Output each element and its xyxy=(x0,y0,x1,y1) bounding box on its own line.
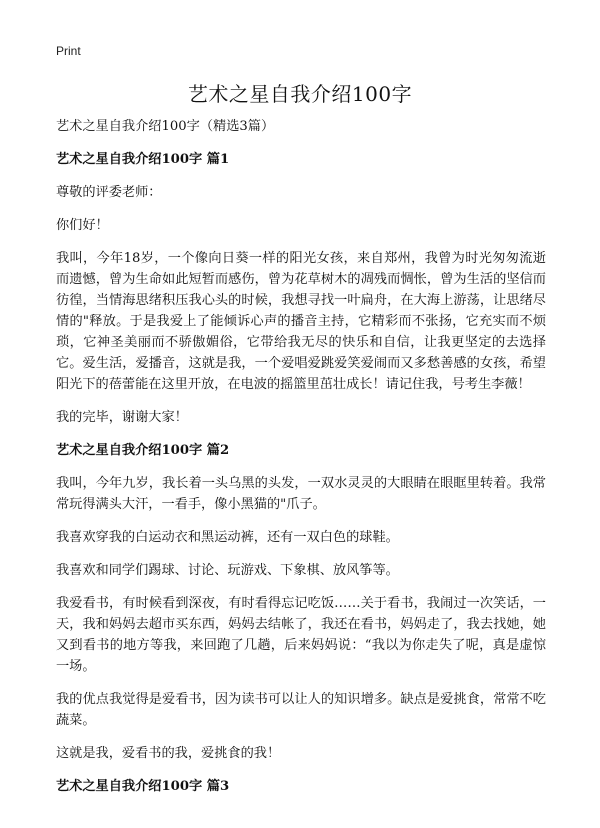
print-label: Print xyxy=(56,44,81,58)
page-title: 艺术之星自我介绍100字 xyxy=(187,82,413,106)
section1-body: 我叫，今年18岁，一个像向日葵一样的阳光女孩，来自郑州，我曾为时光匆匆流逝而遗憾，曾为生命如此短暂而感伤，曾为花草树木的凋残而惆怅，曾为生活的坚信而彷徨，当情海思绪积压我心头的时候，我想寻找一叶扁舟，在大海上游荡，让思绪尽情的"释放。于是我爱上了能倾诉心声的播音主持，它精彩而不张扬，它充实而不烦琐，它神圣美丽而不骄傲媚俗，它带给我无尽的快乐和自信，让我更坚定的去选择它。爱生活，爱播音，这就是我，一个爱唱爱跳爱笑爱闹而又多愁善感的女孩，希望阳光下的蓓蕾能在这里开放，在电波的摇篮里茁壮成长！请记住我，号考生李薇！ xyxy=(56,251,546,392)
hello: 你们好！ xyxy=(56,218,109,233)
subtitle: 艺术之星自我介绍100字（精选3篇） xyxy=(56,119,275,134)
section-heading-2: 艺术之星自我介绍100字 篇2 xyxy=(56,443,230,458)
section2-para1: 我叫，今年九岁，我长着一头乌黑的头发，一双水灵灵的大眼睛在眼眶里转着。我常常玩得满头大汗，一看手，像小黑猫的"爪子。 xyxy=(56,476,546,512)
greeting: 尊敬的评委老师： xyxy=(56,185,162,200)
section-heading-1: 艺术之星自我介绍100字 篇1 xyxy=(56,152,230,167)
section2-para3: 我喜欢和同学们踢球、讨论、玩游戏、下象棋、放风筝等。 xyxy=(56,563,399,578)
section2-para6: 这就是我，爱看书的我，爱挑食的我！ xyxy=(56,746,281,761)
section-heading-3: 艺术之星自我介绍100字 篇3 xyxy=(56,779,230,794)
document-body xyxy=(56,116,546,809)
section1-closing: 我的完毕，谢谢大家！ xyxy=(56,410,188,425)
section2-para2: 我喜欢穿我的白运动衣和黑运动裤，还有一双白色的球鞋。 xyxy=(56,530,399,545)
section2-para4: 我爱看书，有时候看到深夜，有时看得忘记吃饭……关于看书，我闹过一次笑话，一天，我和妈妈去超市买东西，妈妈去结帐了，我还在看书，妈妈走了，我去找她，她又到看书的地方等我，来回跑了几趟，后来妈妈说：“我以为你走失了呢，真是虚惊一场。 xyxy=(56,596,546,674)
section2-para5: 我的优点我觉得是爱看书，因为读书可以让人的知识增多。缺点是爱挑食，常常不吃蔬菜。 xyxy=(56,692,546,728)
